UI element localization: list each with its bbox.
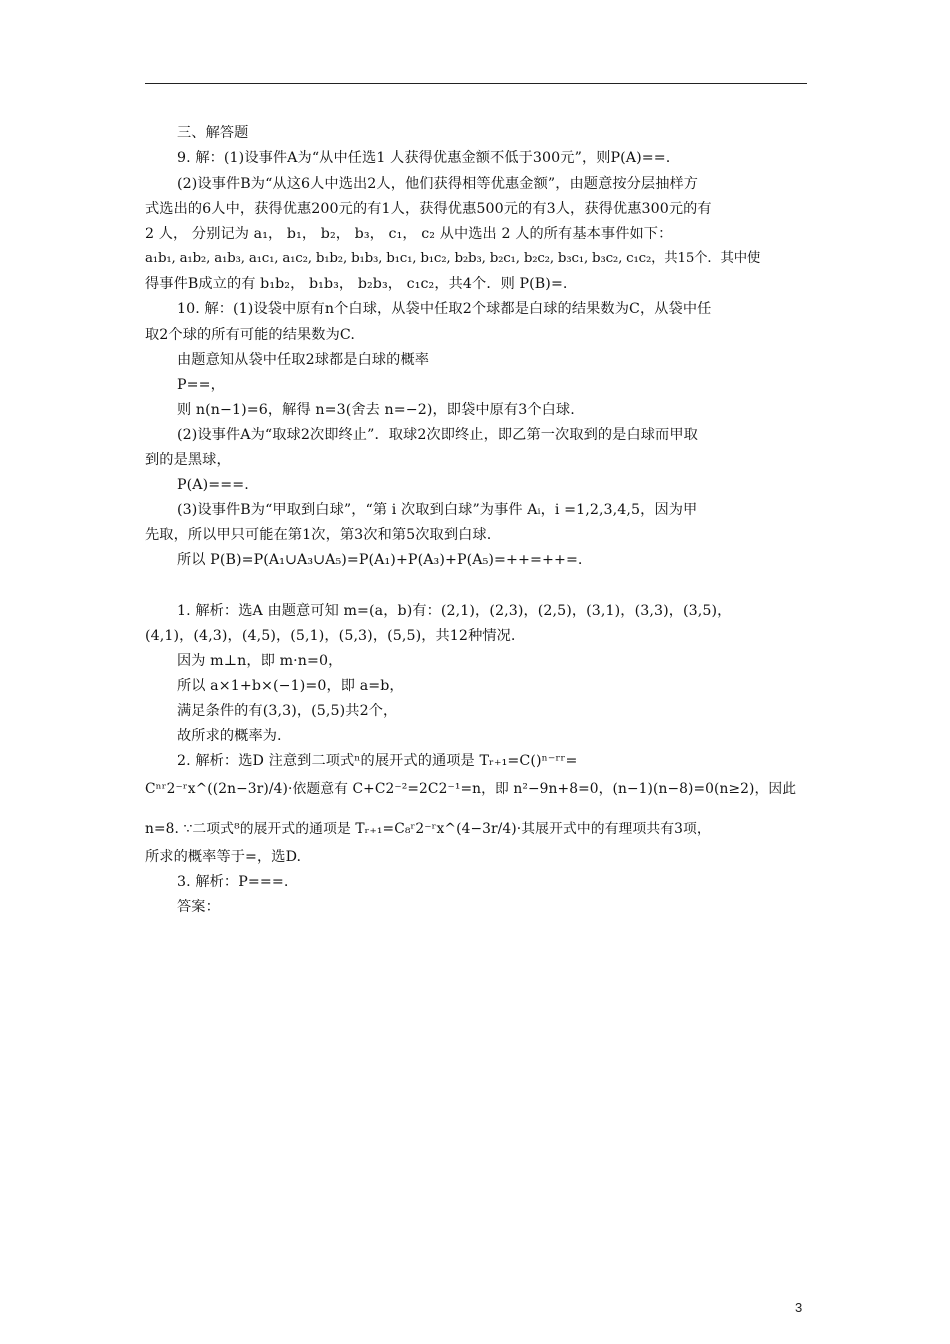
solution-1-line-1: 1. 解析：选A 由题意可知 m=(a，b)有：(2,1)，(2,3)，(2,5)，(3,1)，(3,3)，(3,5)， [177,603,732,619]
problem-10-line-4: P==， [177,377,225,393]
solution-1-line-2: (4,1)，(4,3)，(4,5)，(5,1)，(5,3)，(5,5)，共12种情况. [145,628,516,644]
solution-2-line-2: Cⁿʳ2⁻ʳx^((2n−3r)/4)·依题意有 C+C2⁻²=2C2⁻¹=n，即 n²−9n+8=0，(n−1)(n−8)=0(n≥2)，因此 [145,781,797,797]
solution-2-line-1: 2. 解析：选D 注意到二项式ⁿ的展开式的通项是 Tᵣ₊₁=C()ⁿ⁻ʳʳ= [177,753,578,769]
problem-10-line-6: (2)设事件A为“取球2次即终止”．取球2次即终止，即乙第一次取到的是白球而甲取 [177,427,698,443]
problem-9-line-1: 9. 解：(1)设事件A为“从中任选1 人获得优惠金额不低于300元”，则P(A)==. [177,150,671,166]
solution-1-line-5: 满足条件的有(3,3)，(5,5)共2个， [177,703,398,719]
problem-10-line-11: 所以 P(B)=P(A₁∪A₃∪A₅)=P(A₁)+P(A₃)+P(A₅)=++=++=. [177,552,583,568]
section-heading: 三、解答题 [177,125,249,141]
header-rule [145,83,807,84]
problem-9-line-2: (2)设事件B为“从这6人中选出2人，他们获得相等优惠金额”，由题意按分层抽样方 [177,176,699,192]
page-number: 3 [795,1300,803,1315]
problem-9-line-4: 2 人， 分别记为 a₁， b₁， b₂， b₃， c₁， c₂ 从中选出 2 人的所有基本事件如下： [145,226,673,242]
problem-10-line-1: 10. 解：(1)设袋中原有n个白球，从袋中任取2个球都是白球的结果数为C，从袋中任 [177,301,712,317]
problem-10-line-9: (3)设事件B为“甲取到白球”，“第 i 次取到白球”为事件 Aᵢ，i =1,2,3,4,5，因为甲 [177,502,698,518]
problem-10-line-7: 到的是黑球， [145,452,231,468]
problem-10-line-8: P(A)===. [177,477,249,493]
problem-10-line-3: 由题意知从袋中任取2球都是白球的概率 [177,352,430,368]
solution-2-line-4: 所求的概率等于=，选D. [145,849,302,865]
problem-9-line-3: 式选出的6人中，获得优惠200元的有1人，获得优惠500元的有3人，获得优惠300元的有 [145,201,712,217]
solution-1-line-4: 所以 a×1+b×(−1)=0，即 a=b， [177,678,404,694]
problem-10-line-2: 取2个球的所有可能的结果数为C. [145,327,355,343]
solution-1-line-6: 故所求的概率为. [177,728,282,744]
problem-9-line-6: 得事件B成立的有 b₁b₂， b₁b₃， b₂b₃， c₁c₂，共4个．则 P(B)=. [145,276,568,292]
problem-9-line-5: a₁b₁, a₁b₂, a₁b₃, a₁c₁, a₁c₂, b₁b₂, b₁b₃, b₁c₁, b₁c₂, b₂b₃, b₂c₁, b₂c₂, b₃c₁, b₃c₂, c₁c₂，共15个．其中使 [145,251,761,266]
solution-3-line-1: 3. 解析：P===. [177,874,289,890]
solution-1-line-3: 因为 m⊥n，即 m·n=0， [177,653,343,669]
problem-10-line-10: 先取，所以甲只可能在第1次，第3次和第5次取到白球. [145,527,492,543]
problem-10-line-5: 则 n(n−1)=6，解得 n=3(舍去 n=−2)，即袋中原有3个白球. [177,402,575,418]
solution-2-line-3: n=8. ∵二项式⁸的展开式的通项是 Tᵣ₊₁=C₈ʳ2⁻ʳx^(4−3r/4)·其展开式中的有理项共有3项， [145,821,711,837]
solution-3-line-2: 答案： [177,899,220,915]
